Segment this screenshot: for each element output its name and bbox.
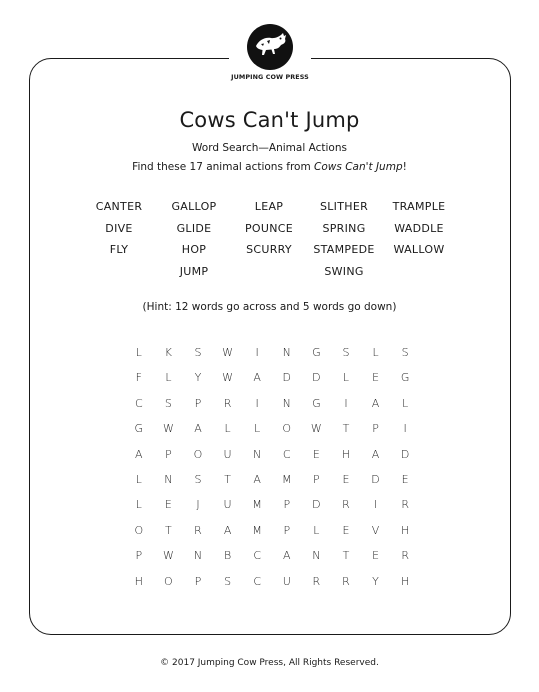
grid-cell[interactable]: N [282,346,291,359]
grid-cell[interactable]: R [312,574,321,588]
grid-cell[interactable]: L [135,472,142,486]
grid-cell[interactable]: B [223,549,232,563]
subtitle: Word Search—Animal Actions [192,142,347,154]
grid-cell[interactable]: E [164,498,172,512]
grid-cell[interactable]: V [371,523,380,537]
copyright-footer: © 2017 Jumping Cow Press, All Rights Reserved. [160,658,379,668]
instructions-suffix: ! [402,161,407,173]
grid-cell[interactable]: M [252,523,262,537]
grid-cell[interactable]: I [255,396,259,410]
grid-cell[interactable]: R [342,498,350,512]
grid-cell[interactable]: L [135,346,142,359]
grid-cell[interactable]: A [253,472,261,486]
grid-cell[interactable]: H [401,574,410,588]
grid-cell[interactable]: G [312,396,321,410]
word-item: JUMP [179,264,209,278]
grid-cell[interactable]: W [222,371,234,385]
grid-cell[interactable]: R [342,574,350,588]
word-list [0,199,539,289]
grid-cell[interactable]: T [224,472,231,486]
grid-cell[interactable]: E [312,447,320,461]
word-item: TRAMPLE [392,200,446,213]
grid-cell[interactable]: E [342,523,350,537]
word-item: SPRING [322,221,366,235]
grid-cell[interactable]: F [135,371,142,385]
grid-cell[interactable]: L [135,498,142,512]
grid-cell[interactable]: D [400,447,410,461]
grid-cell[interactable]: R [401,498,409,512]
grid-cell[interactable]: P [194,396,202,410]
cow-jumping-logo-icon [247,24,293,70]
grid-cell[interactable]: N [193,549,203,563]
grid-cell[interactable]: G [312,346,321,359]
grid-cell[interactable]: N [164,472,173,486]
grid-cell[interactable]: H [134,574,143,588]
publisher-logo [229,24,311,90]
grid-cell[interactable]: U [223,498,232,512]
grid-cell[interactable]: L [372,346,379,359]
grid-cell[interactable]: P [194,574,202,588]
word-item: WADDLE [394,221,444,235]
word-item: SCURRY [246,243,292,256]
grid-cell[interactable]: I [344,396,348,410]
grid-cell[interactable]: T [342,549,350,563]
word-item: WALLOW [393,243,445,256]
instructions-prefix: Find these 17 animal actions from [132,161,315,173]
grid-cell[interactable]: I [255,346,259,359]
grid-cell[interactable]: K [164,346,172,359]
word-item: DIVE [105,221,133,235]
grid-cell[interactable]: A [371,396,380,410]
grid-cell[interactable]: A [194,422,202,436]
grid-cell[interactable]: L [342,371,350,385]
grid-cell[interactable]: C [134,396,143,410]
grid-cell[interactable]: U [223,447,232,461]
logo-text: JUMPING COW PRESS [231,73,309,81]
word-item: SWING [324,264,364,278]
grid-cell[interactable]: D [312,498,321,512]
grid-cell[interactable]: Y [194,371,202,385]
grid-cell[interactable]: S [194,472,202,486]
page-title: Cows Can't Jump [179,108,360,132]
grid-cell[interactable]: O [164,574,173,588]
grid-cell[interactable]: N [312,549,321,563]
grid-cell[interactable]: S [164,396,172,410]
grid-cell[interactable]: S [401,346,409,359]
grid-cell[interactable]: W [222,346,234,359]
grid-cell[interactable]: G [134,422,144,436]
grid-cell[interactable]: W [162,422,174,436]
word-item: GLIDE [176,221,212,235]
word-item: GALLOP [171,200,217,213]
grid-cell[interactable]: I [373,498,378,512]
grid-cell[interactable]: E [342,472,350,486]
word-search-grid [124,343,420,597]
grid-cell[interactable]: C [253,549,262,563]
grid-cell[interactable]: N [253,447,262,461]
grid-cell[interactable]: E [372,371,380,385]
word-column-5 [369,199,469,264]
grid-cell[interactable]: S [194,346,202,359]
instructions [0,161,539,173]
grid-cell[interactable]: O [282,422,292,436]
grid-cell[interactable]: J [196,498,200,512]
grid-cell[interactable]: P [313,472,320,486]
word-item: FLY [109,243,129,256]
grid-cell[interactable]: A [371,447,380,461]
grid-cell[interactable]: N [282,396,291,410]
grid-cell[interactable]: A [223,523,232,537]
grid-cell[interactable]: A [283,549,291,563]
grid-cell[interactable]: R [223,396,232,410]
grid-cell[interactable]: P [135,549,143,563]
grid-cell[interactable]: E [372,549,380,563]
grid-cell[interactable]: A [253,371,261,385]
word-item: HOP [181,243,207,256]
grid-cell[interactable]: C [253,574,262,588]
grid-cell[interactable]: U [282,574,291,588]
grid-cell[interactable]: P [283,498,291,512]
grid-cell[interactable]: D [282,371,291,385]
grid-cell[interactable]: S [224,574,232,588]
grid-cell[interactable]: R [194,523,202,537]
grid-cell[interactable]: R [401,549,409,563]
grid-cell[interactable]: W [162,549,174,563]
grid-cell[interactable]: L [402,396,409,410]
grid-cell[interactable]: W [310,422,322,436]
grid-cell[interactable]: P [372,422,379,436]
grid-cell[interactable]: M [282,472,292,486]
grid-cell[interactable]: L [313,523,320,537]
book-title: Cows Can't Jump [314,161,403,173]
grid-cell[interactable]: A [135,447,143,461]
grid-cell[interactable]: P [165,447,172,461]
grid-cell[interactable]: O [134,523,144,537]
grid-cell[interactable]: C [282,447,291,461]
word-item: SLITHER [319,200,369,213]
grid-cell[interactable]: H [401,523,410,537]
grid-cell[interactable]: O [193,447,203,461]
grid-cell[interactable]: D [312,371,321,385]
word-item: POUNCE [244,221,293,235]
hint-text: (Hint: 12 words go across and 5 words go down) [142,301,397,313]
grid-cell[interactable]: G [400,371,410,385]
grid-cell[interactable]: D [371,472,380,486]
grid-cell[interactable]: Y [372,574,379,588]
grid-cell[interactable]: S [342,346,350,359]
grid-cell[interactable]: L [224,422,231,436]
grid-cell[interactable]: T [342,422,350,436]
word-item: LEAP [254,200,284,213]
grid-cell[interactable]: I [403,422,407,436]
grid-cell[interactable]: H [341,447,351,461]
grid-cell[interactable]: L [254,422,261,436]
grid-cell[interactable]: P [283,523,291,537]
grid-cell[interactable]: T [165,523,172,537]
grid-cell[interactable]: M [252,498,262,512]
word-item: CANTER [95,200,143,213]
grid-cell[interactable]: L [165,371,172,385]
grid-cell[interactable]: E [401,472,409,486]
word-item: STAMPEDE [313,243,375,256]
